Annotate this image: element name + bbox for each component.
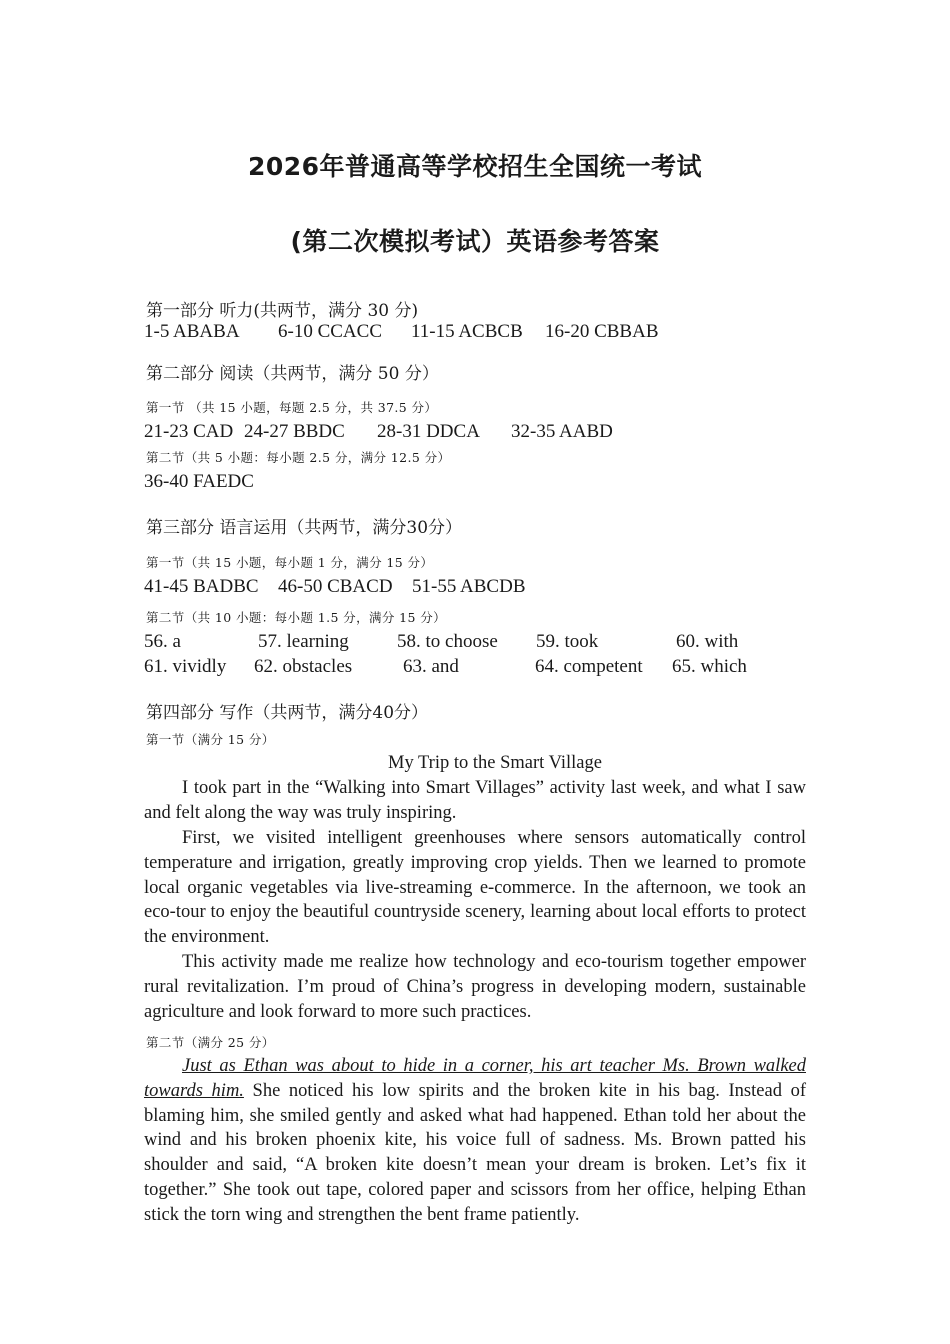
- answer-item: 63. and: [403, 656, 459, 677]
- essay-paragraph: First, we visited intelligent greenhouses where sensors automatically control temperature and irrigation, greatly improving crop yields. Then we learned to promote local organic vegetables via live-streaming e-commerce. In the afternoon, we took an eco-tour to enjoy the beautiful countryside scenery, learning about local efforts to protect the environment.: [144, 828, 806, 948]
- exam-title: 2026年普通高等学校招生全国统一考试: [247, 152, 703, 181]
- exam-subtitle: (第二次模拟考试）英语参考答案: [290, 227, 660, 256]
- continuation-paragraph: [144, 1054, 806, 1228]
- answer-group: 11-15 ACBCB: [411, 321, 523, 342]
- part4-heading: 第四部分 写作（共两节，满分40分）: [146, 703, 429, 723]
- part2-section1-heading: 第一节 （共 15 小题，每题 2.5 分，共 37.5 分）: [146, 400, 438, 415]
- answer-item: 59. took: [536, 631, 599, 652]
- answer-group: 1-5 ABABA: [144, 321, 240, 342]
- continuation-opening-sentence: Just as Ethan was about to hide in a corner, his art teacher Ms. Brown walked towards him.: [144, 1056, 806, 1101]
- answer-group: 32-35 AABD: [511, 421, 613, 442]
- answer-group: 16-20 CBBAB: [545, 321, 659, 342]
- answer-item: 64. competent: [535, 656, 643, 677]
- answer-item: 61. vividly: [144, 656, 227, 677]
- essay-paragraph: This activity made me realize how technology and eco-tourism together empower rural revitalization. I’m proud of China’s progress in developing modern, sustainable agriculture and look forward to more such practices.: [144, 952, 806, 1022]
- part1-answers: [0, 321, 950, 345]
- part2-section1-answers: [0, 421, 950, 445]
- answer-group: 28-31 DDCA: [377, 421, 480, 442]
- essay-title: My Trip to the Smart Village: [388, 753, 602, 773]
- part3-section1-answers: [0, 576, 950, 600]
- answer-item: 58. to choose: [397, 631, 498, 652]
- answer-group: 21-23 CAD: [144, 421, 234, 442]
- answer-group: 41-45 BADBC: [144, 576, 259, 597]
- part2-section2-answers: 36-40 FAEDC: [144, 471, 254, 492]
- answer-group: 6-10 CCACC: [278, 321, 382, 342]
- part3-section2-row2: [0, 656, 950, 680]
- part2-heading: 第二部分 阅读（共两节，满分 50 分）: [146, 364, 439, 384]
- essay-paragraph: I took part in the “Walking into Smart Villages” activity last week, and what I saw and felt along the way was truly inspiring.: [144, 778, 806, 823]
- answer-item: 62. obstacles: [254, 656, 353, 677]
- continuation-body: She noticed his low spirits and the broken kite in his bag. Instead of blaming him, she smiled gently and asked what had happened. Ethan told her about the wind and his broken phoenix kite, his voice full of sadness. Ms. Brown patted his shoulder and said, “A broken kite doesn’t mean your dream is broken. Let’s fix it together.” She took out tape, colored paper and scissors from her office, helping Ethan stick the torn wing and strengthen the bent frame patiently.: [144, 1080, 806, 1225]
- answer-item: 57. learning: [258, 631, 349, 652]
- part3-section2-heading: 第二节（共 10 小题：每小题 1.5 分，满分 15 分）: [146, 610, 447, 625]
- answer-item: 65. which: [672, 656, 747, 677]
- part4-section2-heading: 第二节（满分 25 分）: [146, 1035, 275, 1050]
- answer-group: 24-27 BBDC: [244, 421, 345, 442]
- part2-section2-heading: 第二节（共 5 小题：每小题 2.5 分，满分 12.5 分）: [146, 450, 451, 465]
- answer-item: 56. a: [144, 631, 181, 652]
- answer-group: 51-55 ABCDB: [412, 576, 526, 597]
- part1-heading: 第一部分 听力(共两节，满分 30 分): [146, 301, 419, 321]
- answer-item: 60. with: [676, 631, 739, 652]
- part3-section2-row1: [0, 631, 950, 655]
- part4-section1-heading: 第一节（满分 15 分）: [146, 732, 275, 747]
- part3-section1-heading: 第一节（共 15 小题，每小题 1 分，满分 15 分）: [146, 555, 434, 570]
- part3-heading: 第三部分 语言运用（共两节，满分30分）: [146, 518, 463, 538]
- answer-group: 46-50 CBACD: [278, 576, 393, 597]
